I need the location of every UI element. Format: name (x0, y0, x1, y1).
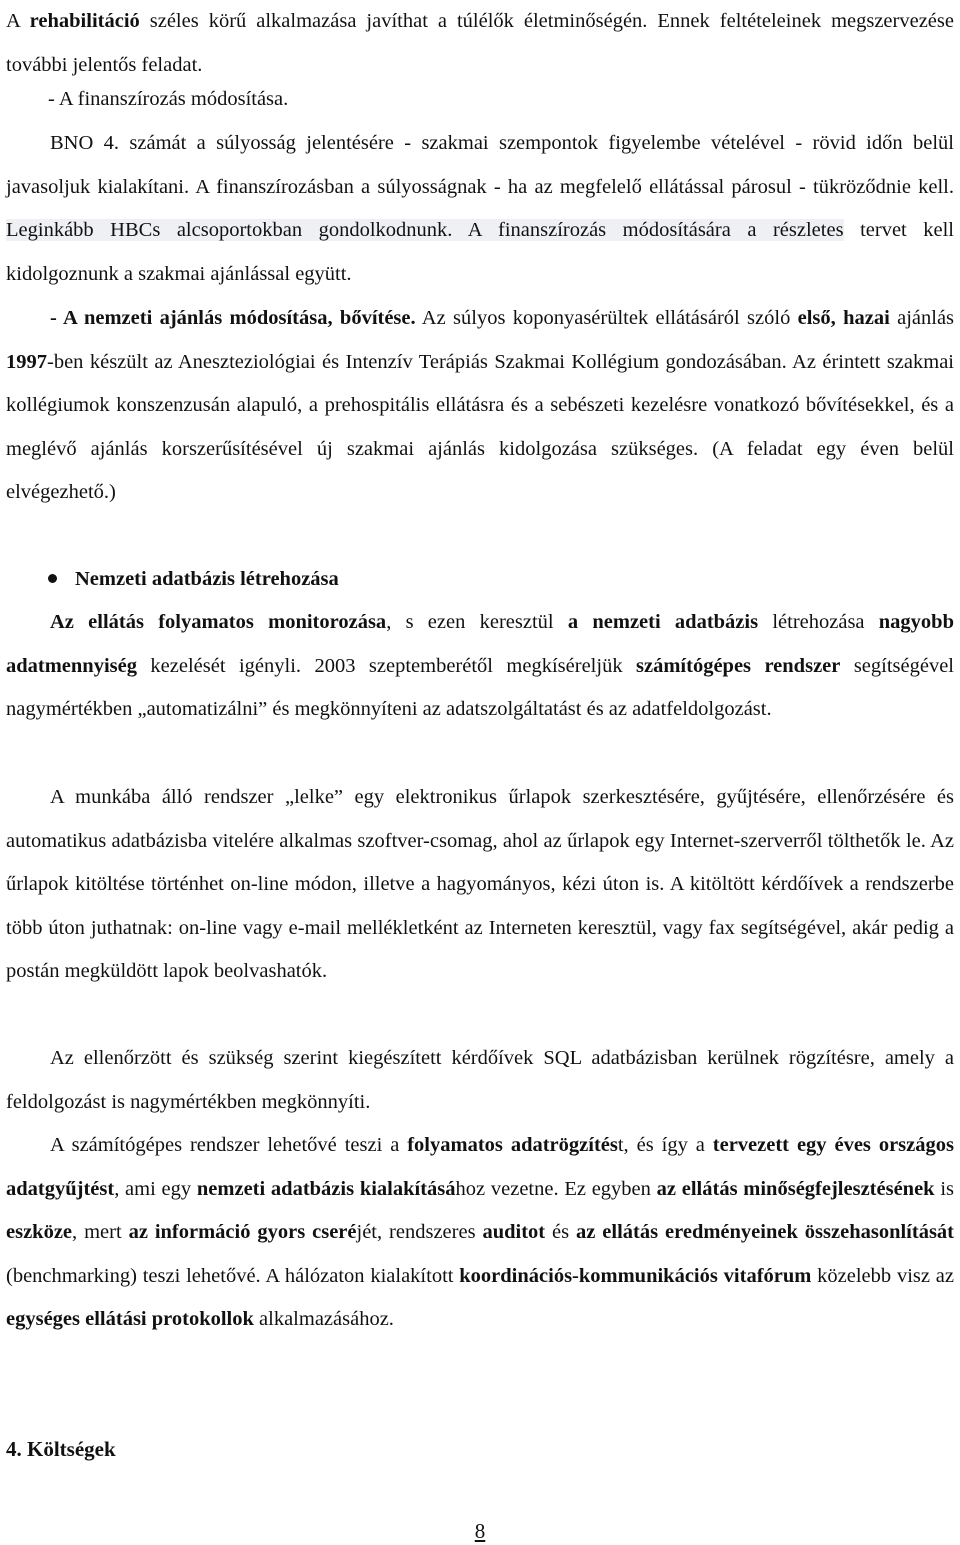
page-number: 8 (474, 1519, 486, 1543)
bullet-label: Nemzeti adatbázis létrehozása (75, 568, 339, 590)
bold-heading-inline: - A nemzeti ajánlás módosítása, bővítése. (50, 307, 416, 329)
paragraph-system-core (6, 776, 954, 994)
text-segment: (benchmarking) teszi lehetővé. A hálózaton kialakított (6, 1264, 460, 1287)
bold-term: tervezett egy éves országos adatgyűjtést (6, 1134, 954, 1200)
section-heading-costs: 4. Költségek (6, 1437, 116, 1461)
bold-term: egységes ellátási protokollok (6, 1308, 254, 1330)
text-segment: Az súlyos koponyasérültek ellátásáról szóló (415, 307, 798, 329)
text-segment: A (6, 10, 30, 32)
text-segment: -ben készült az Aneszteziológiai és Intenzív Terápiás Szakmai Kollégium gondozásában. Az érintett szakmai kollégiumok konszenzusán alapuló, a prehospitális ellátásra és a sebészeti kezelésre vonatkozó bővítésekkel, és a meglévő ajánlás korszerűsítésével új szakmai ajánlás kidolgozása szükséges. (A feladat egy éven belül elvégezhető.) (6, 350, 954, 503)
text-segment: alkalmazásához. (253, 1308, 394, 1330)
bold-term: auditot (482, 1221, 546, 1243)
text-segment: , ami egy (114, 1177, 197, 1200)
text-segment: és (545, 1221, 577, 1243)
bold-term: 1997 (6, 350, 47, 373)
bold-term: a nemzeti adatbázis (567, 611, 759, 633)
text-segment: A munkába álló rendszer „lelke” egy elektronikus űrlapok szerkesztésére, gyűjtésére, ellenőrzésére és automatikus adatbázisba vitelére alkalmas szoftver-csomag, ahol az űrlapok egy Internet-szerverről tölthetők le. Az űrlapok kitöltése történhet on-line módon, illetve a hagyományos, kézi úton is. A kitöltött kérdőívek a rendszerbe több úton juthatnak: on-line vagy e-mail mellékletként az Interneten keresztül, vagy fax segítségével, akár pedig a postán megküldött lapok beolvashatók. (6, 786, 954, 982)
bold-term: folyamatos adatrögzítés (407, 1134, 618, 1156)
text-segment: kezelését igényli. 2003 szeptemberétől megkíséreljük (136, 654, 637, 677)
bold-term: Az ellátás folyamatos monitorozása (50, 611, 387, 633)
paragraph-monitoring (6, 601, 954, 732)
bold-term: az ellátás eredményeinek összehasonlítását (576, 1221, 954, 1243)
text-segment: is (934, 1177, 954, 1200)
bullet-icon (48, 574, 57, 583)
paragraph-national-recommendation (6, 297, 954, 515)
bullet-item-national-database (48, 558, 339, 602)
text-segment: ajánlás (889, 307, 955, 329)
paragraph-rehabilitation (6, 0, 954, 87)
paragraph-bno (6, 122, 954, 296)
bold-term: rehabilitáció (29, 10, 140, 32)
text-segment: közelebb visz az (811, 1264, 954, 1287)
text-segment: széles körű alkalmazása javíthat a túlélők életminőségén. Ennek feltételeinek megszervezése további jelentős feladat. (6, 10, 954, 76)
list-item-financing (48, 78, 948, 122)
bold-term: számítógépes rendszer (636, 654, 841, 677)
text-segment: t, és így a (617, 1134, 713, 1156)
text-segment: jét, rendszeres (356, 1221, 483, 1243)
text-segment: hoz vezetne. Ez egyben (455, 1177, 657, 1200)
text-segment: létrehozása (758, 611, 879, 633)
bold-term: az ellátás minőségfejlesztésének (656, 1177, 935, 1200)
bold-term: koordinációs-kommunikációs vitafórum (459, 1264, 812, 1287)
text-segment: BNO 4. számát a súlyosság jelentésére - szakmai szempontok figyelembe vételével - rövid időn belül javasoljuk kialakítani. A finanszírozásban a súlyosságnak - ha az megfelelő ellátással párosul - tükröződnie kell. (6, 132, 954, 198)
text-segment: , mert (72, 1221, 129, 1243)
bold-term: eszköze (6, 1221, 73, 1243)
paragraph-sql (6, 1037, 954, 1124)
bold-term: nagyobb adatmennyiség (6, 611, 954, 677)
bold-term: nemzeti adatbázis kialakításá (196, 1177, 456, 1200)
text-segment: A számítógépes rendszer lehetővé teszi a (50, 1134, 408, 1156)
paragraph-computer-system (6, 1124, 954, 1342)
highlighted-text: Leginkább HBCs alcsoportokban gondolkodnunk. A finanszírozás módosítására a részletes (6, 219, 844, 241)
bold-term: első, hazai (797, 307, 890, 329)
list-item-text: - A finanszírozás módosítása. (48, 88, 289, 110)
text-segment: , s ezen keresztül (386, 611, 568, 633)
bold-term: az információ gyors cseré (128, 1221, 357, 1243)
text-segment: segítségével nagymértékben „automatizálni” és megkönnyíteni az adatszolgáltatást és az adatfeldolgozást. (6, 654, 955, 720)
text-segment: tervet kell kidolgoznunk a szakmai ajánlással együtt. (6, 219, 954, 285)
text-segment: Az ellenőrzött és szükség szerint kiegészített kérdőívek SQL adatbázisban kerülnek rögzítésre, amely a feldolgozást is nagymértékben megkönnyíti. (6, 1047, 954, 1113)
